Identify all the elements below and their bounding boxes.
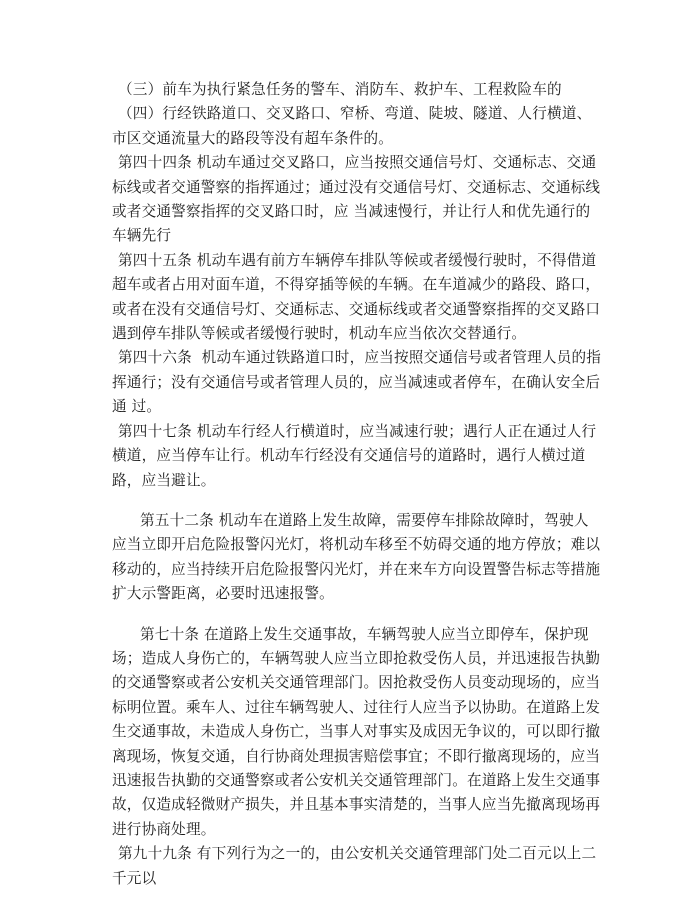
paragraph-emergency-vehicle: （三）前车为执行紧急任务的警车、消防车、救护车、工程救险车的 (118, 81, 562, 98)
document-body (112, 78, 602, 891)
paragraph-article-45: 第四十五条 机动车遇有前方车辆停车排队等候或者缓慢行驶时，不得借道超车或者占用对面车道，不得穿插等候的车辆。在车道减少的路段、路口，或者在没有交通信号灯、交通标志、交通标线或者交通警察指挥的交叉路口遇到停车排队等候或者缓慢行驶时，机动车应当依次交替通行。 (112, 251, 601, 343)
paragraph-spacer (112, 607, 602, 623)
paragraph-article-99: 第九十九条 有下列行为之一的，由公安机关交通管理部门处二百元以上二千元以 (112, 845, 597, 887)
paragraph-spacer (112, 493, 602, 509)
paragraph-article-44: 第四十四条 机动车通过交叉路口，应当按照交通信号灯、交通标志、交通标线或者交通警察的指挥通过；通过没有交通信号灯、交通标志、交通标线或者交通警察指挥的交叉路口时，应 当减速慢行，并让行人和优先通行的车辆先行 (112, 154, 601, 245)
paragraph-no-overtaking-conditions: （四）行经铁路道口、交叉路口、窄桥、弯道、陡坡、隧道、人行横道、市区交通流量大的路段等没有超车条件的。 (112, 105, 592, 147)
paragraph-article-46: 第四十六条 机动车通过铁路道口时，应当按照交通信号或者管理人员的指挥通行；没有交通信号或者管理人员的，应当减速或者停车，在确认安全后通 过。 (112, 349, 602, 416)
paragraph-article-70: 第七十条 在道路上发生交通事故，车辆驾驶人应当立即停车，保护现场；造成人身伤亡的，车辆驾驶人应当立即抢救受伤人员，并迅速报告执勤的交通警察或者公安机关交通管理部门。因抢救受伤人员变动现场的，应当标明位置。乘车人、过往车辆驾驶人、过往行人应当予以协助。在道路上发生交通事故，未造成人身伤亡，当事人对事实及成因无争议的，可以即行撤离现场，恢复交通，自行协商处理损害赔偿事宜；不即行撤离现场的，应当迅速报告执勤的交通警察或者公安机关交通管理部门。在道路上发生交通事故，仅造成轻微财产损失，并且基本事实清楚的，当事人应当先撤离现场再进行协商处理。 (112, 625, 601, 838)
paragraph-article-52: 第五十二条 机动车在道路上发生故障，需要停车排除故障时，驾驶人应当立即开启危险报警闪光灯，将机动车移至不妨碍交通的地方停放；难以移动的，应当持续开启危险报警闪光灯，并在来车方向设置警告标志等措施扩大示警距离，必要时迅速报警。 (112, 511, 601, 603)
paragraph-article-47: 第四十七条 机动车行经人行横道时，应当减速行驶；遇行人正在通过人行横道，应当停车让行。机动车行经没有交通信号的道路时，遇行人横过道路，应当避让。 (112, 422, 597, 489)
